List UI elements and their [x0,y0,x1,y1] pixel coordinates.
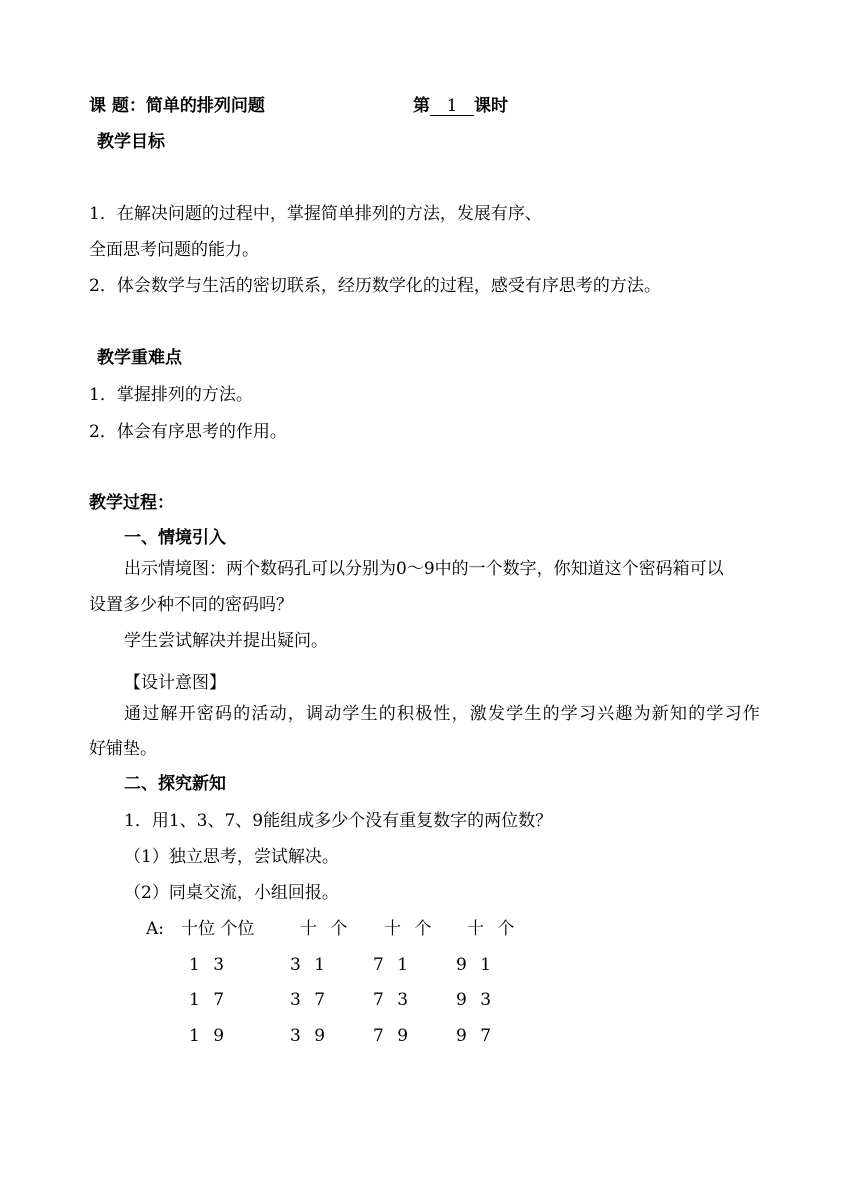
table-header-1: 十位 个位 [181,919,255,939]
table-prefix: A: [146,919,165,939]
lesson-topic: 课 题：简单的排列问题 [89,96,265,116]
lesson-suffix: 课时 [474,96,508,116]
design-intent-line-2: 好铺垫。 [89,739,157,759]
lesson-period [413,95,508,117]
key-points-heading: 教学重难点 [97,348,182,368]
lesson-number: 1 [430,97,474,116]
design-intent-label: 【设计意图】 [124,673,226,693]
table-header-4: 十 个 [467,919,519,939]
table-row-3-col-4: 9 7 [456,1026,496,1046]
key-point-item-1: 1．掌握排列的方法。 [89,385,253,405]
question-1-step-1: （1）独立思考，尝试解决。 [124,847,339,867]
section-1-paragraph-2: 学生尝试解决并提出疑问。 [124,631,328,651]
table-row-2-col-2: 3 7 [290,990,330,1010]
table-row-3-col-2: 3 9 [290,1026,330,1046]
design-intent-line-1: 通过解开密码的活动，调动学生的积极性，激发学生的学习兴趣为新知的学习作 [124,704,761,724]
table-header-2: 十 个 [300,919,352,939]
table-row-1-col-3: 7 1 [373,955,413,975]
table-row-1-col-4: 9 1 [456,955,496,975]
section-1-paragraph-1-line-1: 出示情境图：两个数码孔可以分别为0～9中的一个数字，你知道这个密码箱可以 [124,559,724,579]
table-row-2-col-3: 7 3 [373,990,413,1010]
objective-item-1-line-2: 全面思考问题的能力。 [89,240,259,260]
lesson-prefix: 第 [413,96,430,116]
key-point-item-2: 2．体会有序思考的作用。 [89,422,287,442]
table-row-1-col-2: 3 1 [290,955,330,975]
question-1-step-2: （2）同桌交流，小组回报。 [124,883,339,903]
objective-item-1-line-1: 1．在解决问题的过程中，掌握简单排列的方法，发展有序、 [89,204,542,224]
table-row-3-col-1: 1 9 [189,1026,229,1046]
section-1-title: 一、情境引入 [124,528,226,548]
table-header-3: 十 个 [384,919,436,939]
process-heading: 教学过程： [89,493,174,513]
question-1: 1．用1、3、7、9能组成多少个没有重复数字的两位数？ [124,811,553,831]
table-row-2-col-4: 9 3 [456,990,496,1010]
table-row-2-col-1: 1 7 [189,990,229,1010]
objective-item-2: 2．体会数学与生活的密切联系，经历数学化的过程，感受有序思考的方法。 [89,276,661,296]
section-2-title: 二、探究新知 [124,774,226,794]
section-1-paragraph-1-line-2: 设置多少种不同的密码吗？ [89,595,293,615]
objectives-heading: 教学目标 [97,132,165,152]
table-row-3-col-3: 7 9 [373,1026,413,1046]
table-row-1-col-1: 1 3 [189,955,229,975]
